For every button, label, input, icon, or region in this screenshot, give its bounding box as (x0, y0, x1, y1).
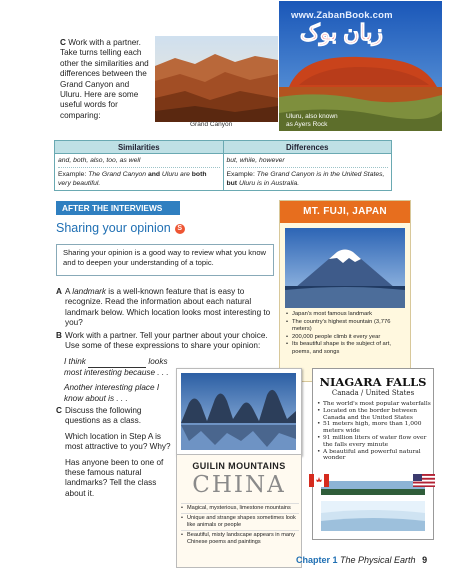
header-similarities: Similarities (55, 141, 224, 153)
section-c-comparison (60, 38, 152, 121)
step-c-text-3: Has anyone been to one of these famous natural landmarks? Tell the class about it. (65, 457, 164, 498)
list-item: • Its beautiful shape is the subject of art, poems, and songs (286, 341, 406, 356)
intro-box: Sharing your opinion is a good way to review what you know and to deepen your understanding of a topic. (56, 244, 274, 276)
chapter-label: Chapter 1 (296, 555, 338, 565)
step-letter: B (56, 331, 62, 340)
step-a-text: A landmark is a well-known feature that is easy to recognize. Read the information about each natural landmark below. Which location looks most interesting to you? (65, 287, 271, 328)
guilin-facts (181, 503, 299, 547)
differences-words: but, while, however (226, 157, 285, 164)
similarities-cell (55, 154, 224, 190)
list-item: • The world's most popular waterfalls (317, 401, 431, 408)
chapter-title: The Physical Earth (340, 555, 416, 565)
niagara-subtitle: Canada / United States (331, 389, 415, 397)
grand-canyon-caption: Grand Canyon (190, 121, 233, 128)
list-item: • A beautiful and powerful natural wonder (317, 449, 431, 463)
niagara-facts (317, 401, 431, 462)
step-c (56, 406, 174, 499)
differences-cell (224, 154, 392, 190)
similarities-example: Example: The Grand Canyon and Uluru are both very beautiful. (58, 167, 220, 188)
us-flag-icon (413, 474, 435, 487)
opinion-expressions (64, 357, 174, 404)
watermark-logo: زبان بوک (300, 20, 383, 45)
expression-2: Another interesting place I know about is . . . (64, 383, 160, 403)
niagara-card (312, 368, 434, 540)
page-number: 9 (422, 555, 428, 565)
list-item: • Japan's most famous landmark (286, 311, 406, 319)
list-item: • 51 meters high, more than 1,000 meters wide (317, 421, 431, 435)
step-b (56, 331, 276, 352)
guilin-photo-frame (176, 368, 302, 456)
step-b-text: Work with a partner. Tell your partner about your choice. Use some of these expressions to share your opinion: (65, 331, 268, 351)
list-item: • Unique and strange shapes sometimes look like animals or people (181, 513, 299, 529)
niagara-title: NIAGARA FALLS (319, 375, 427, 389)
step-letter: C (60, 38, 66, 47)
list-item: • Magical, mysterious, limestone mountains (181, 503, 299, 512)
list-item: • The country's highest mountain (3,776 meters) (286, 319, 406, 334)
page-footer (296, 555, 427, 565)
list-item: • 200,000 people climb it every year (286, 334, 406, 342)
list-item: • Beautiful, misty landscape appears in many Chinese poems and paintings (181, 530, 299, 546)
guilin-photo (181, 373, 296, 450)
fill-in-blank (88, 359, 146, 368)
uluru-caption: Uluru, also known as Ayers Rock (286, 113, 338, 128)
after-interviews-banner: AFTER THE INTERVIEWS (56, 201, 180, 215)
differences-example: Example: The Grand Canyon is in the United States, but Uluru is in Australia. (227, 167, 389, 188)
fuji-card (279, 200, 411, 382)
grand-canyon-photo (155, 36, 278, 122)
step-text: Work with a partner. Take turns telling each other the similarities and differences between the Grand Canyon and Uluru. Here are some useful words for comparing: (60, 38, 149, 120)
guilin-title: GUILIN MOUNTAINS (192, 461, 286, 471)
niagara-photo (321, 481, 425, 531)
guilin-card (176, 454, 302, 568)
guilin-country: CHINA (192, 472, 286, 498)
similarities-words: and, both, also, too, as well (58, 157, 141, 164)
list-item: • 91 million liters of water flow over the falls every minute (317, 435, 431, 449)
watermark-url: www.ZabanBook.com (291, 10, 393, 21)
step-c-text-1: Discuss the following questions as a class. (65, 406, 142, 426)
header-differences: Differences (286, 143, 329, 152)
table-body-row (55, 153, 391, 190)
step-c-text-2: Which location in Step A is most attractive to you? Why? (65, 431, 171, 452)
comparison-table (54, 140, 392, 191)
fuji-photo (285, 228, 405, 308)
table-header-row (55, 141, 391, 153)
speaking-icon: S (175, 224, 185, 234)
step-letter: C (56, 406, 62, 415)
step-a (56, 287, 276, 329)
section-title: Sharing your opinion S (56, 221, 185, 235)
list-item: • Located on the border between Canada and the United States (317, 408, 431, 422)
canada-flag-icon (309, 474, 329, 487)
expression-1: I think looks most interesting because . . . (64, 357, 169, 377)
fuji-title: MT. FUJI, JAPAN (280, 201, 410, 223)
fuji-facts (286, 311, 406, 357)
step-letter: A (56, 287, 62, 296)
